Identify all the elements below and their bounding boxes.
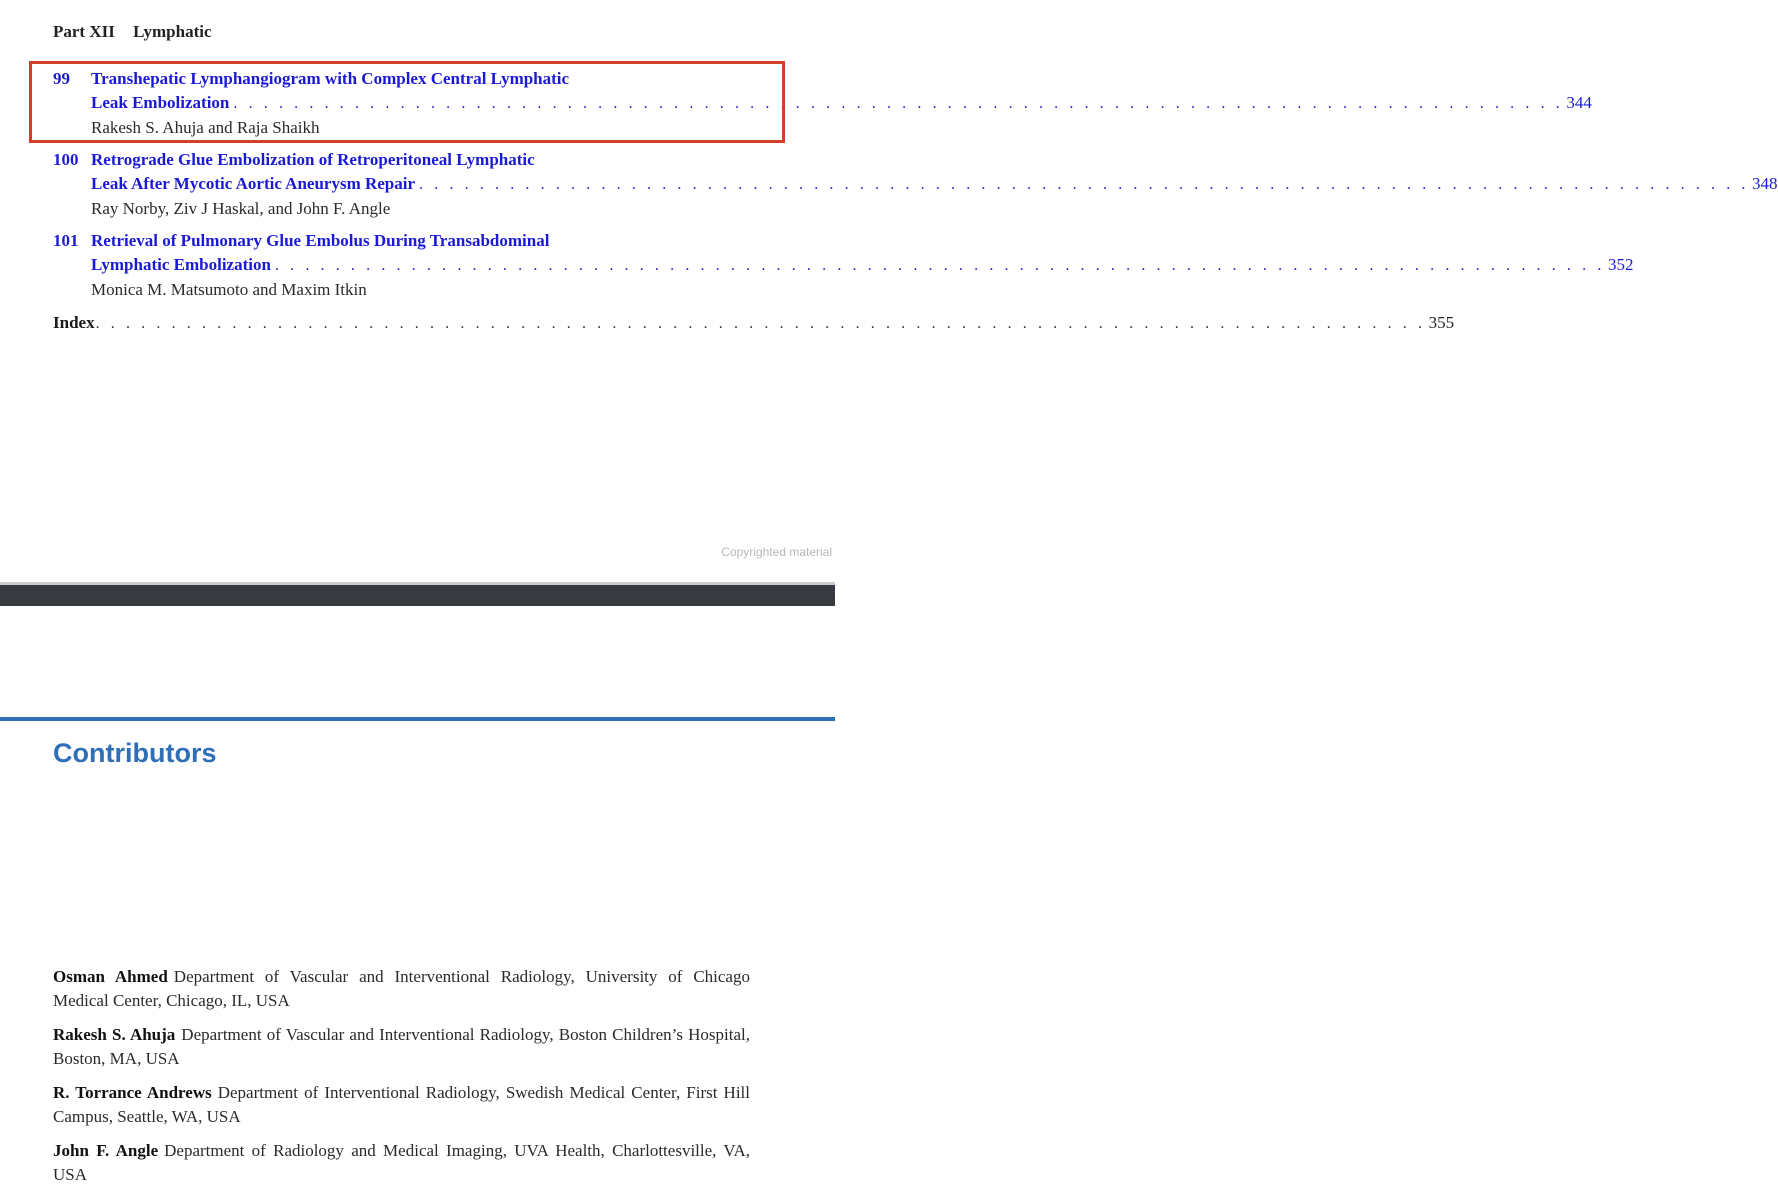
contributor-entry [53, 1081, 750, 1129]
page-number[interactable]: 352 [1607, 255, 1634, 274]
part-number: Part XII [53, 22, 115, 41]
chapter-title-line2[interactable]: Lymphatic Embolization [91, 255, 271, 274]
page-number[interactable]: 348 [1752, 174, 1778, 193]
toc-index-entry[interactable] [53, 311, 1455, 336]
contributor-affiliation: Department of Interventional Radiology, Swedish Medical Center, First Hill Campus, Seattle, WA, USA [53, 1083, 750, 1126]
dot-leader: . . . . . . . . . . . . . . . . . . . . . . . . . . . . . . . . . . . . . . . . . . . . . . . . . . . . . . . . . . . . . . . . . . . . . . . . . . . . . . . . . . . . . . . . [95, 315, 1426, 332]
copyright-watermark: Copyrighted material [721, 545, 832, 559]
contributor-entry [53, 1023, 750, 1071]
chapter-title-line2[interactable]: Leak Embolization [91, 93, 230, 112]
contributor-name: John F. Angle [53, 1141, 159, 1160]
chapter-title-line2[interactable]: Leak After Mycotic Aortic Aneurysm Repair [91, 174, 416, 193]
page-number[interactable]: 344 [1566, 93, 1592, 112]
contributor-affiliation: Department of Vascular and Interventional Radiology, Boston Children’s Hospital, Boston, MA, USA [53, 1025, 750, 1068]
toc-page [0, 0, 1778, 582]
contributor-affiliation: Department of Vascular and Interventional Radiology, University of Chicago Medical Center, Chicago, IL, USA [53, 967, 750, 1010]
dot-leader: . . . . . . . . . . . . . . . . . . . . . . . . . . . . . . . . . . . . . . . . . . . . . . . . . . . . . . . . . . . . . . . . . . . . . . . . . . . . . . . . . . . . . . . . [419, 176, 1750, 193]
chapter-number[interactable]: 101 [53, 231, 79, 250]
chapter-authors: Ray Norby, Ziv J Haskal, and John F. Angle [91, 199, 391, 218]
highlight-box [29, 61, 785, 143]
section-rule [0, 717, 835, 721]
chapter-title-line1[interactable]: Retrograde Glue Embolization of Retroperitoneal Lymphatic [91, 150, 535, 169]
chapter-title-line1[interactable]: Retrieval of Pulmonary Glue Embolus During Transabdominal [91, 231, 550, 250]
page-title: Contributors [53, 738, 217, 768]
dot-leader: . . . . . . . . . . . . . . . . . . . . . . . . . . . . . . . . . . . . . . . . . . . . . . . . . . . . . . . . . . . . . . . . . . . . . . . . . . . . . . . . . . . . . . . . [274, 257, 1605, 274]
dot-leader: . . . . . . . . . . . . . . . . . . . . . . . . . . . . . . . . . . . . . . . . . . . . . . . . . . . . . . . . . . . . . . . . . . . . . . . . . . . . . . . . . . . . . . . . [233, 95, 1564, 112]
contributor-entry [53, 965, 750, 1013]
contributor-name: Rakesh S. Ahuja [53, 1025, 176, 1044]
chapter-authors: Monica M. Matsumoto and Maxim Itkin [91, 280, 367, 299]
contributor-name: Osman Ahmed [53, 967, 168, 986]
index-label[interactable]: Index [53, 313, 95, 332]
contributor-name: R. Torrance Andrews [53, 1083, 212, 1102]
index-page-number[interactable]: 355 [1428, 313, 1455, 332]
chapter-number[interactable]: 99 [53, 69, 70, 88]
contributor-affiliation: Department of Radiology and Medical Imaging, UVA Health, Charlottesville, VA, USA [53, 1141, 751, 1184]
contributor-entry [53, 1139, 750, 1187]
chapter-title-line1[interactable]: Transhepatic Lymphangiogram with Complex Central Lymphatic [91, 69, 570, 88]
part-heading [53, 22, 212, 42]
chapter-number[interactable]: 100 [53, 150, 79, 169]
page-separator [0, 585, 835, 606]
part-title: Lymphatic [133, 22, 212, 41]
chapter-authors: Rakesh S. Ahuja and Raja Shaikh [91, 118, 320, 137]
